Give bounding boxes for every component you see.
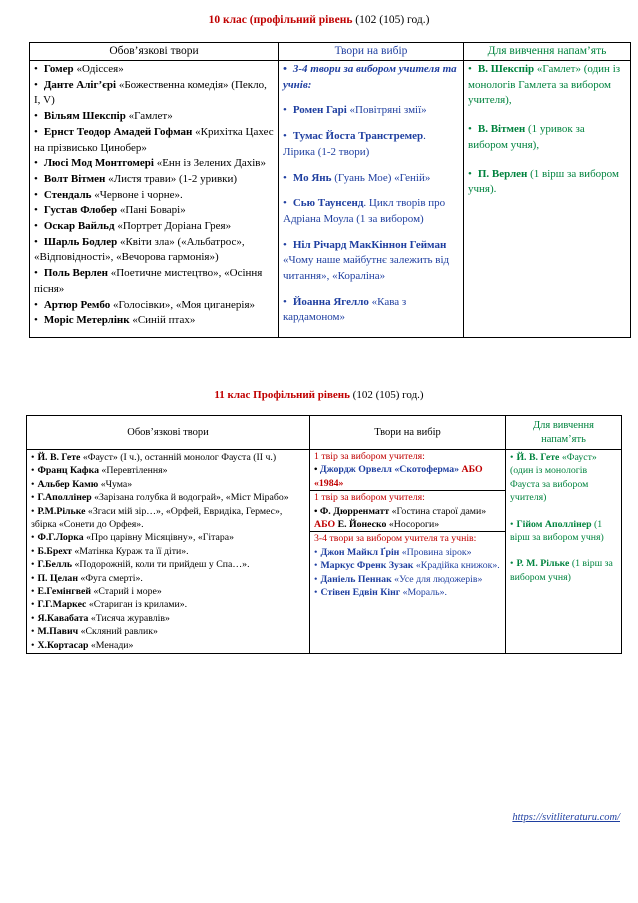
work-title: (1 вірш за вибором учня) [510,518,604,544]
list-item [283,171,459,187]
work-title: «Гамлет» (один із монологів Гамлета за вибором учителя), [468,63,621,107]
work-title: «Подорожній, коли ти прийдеш у Спа…». [72,559,250,571]
work-title: «Фауст» (один із монологів Фауста за вибором учителя) [510,452,597,504]
work-title: «Тисяча журавлів» [88,612,170,624]
list-item [314,573,501,586]
work-title: «Пані Боварі» [117,204,186,217]
table-header-row [27,416,622,450]
list-item [31,464,305,477]
work-title: «Поетичне мистецтво», «Осіння пісня» [34,267,263,295]
list-item [34,219,274,235]
author-name: Ніл Річард МакКіннон Гейман [292,238,447,251]
work-title: «Листя трави» (1-2 уривки) [105,172,238,185]
work-title: «Голосівки», «Моя циганерія» [110,298,256,311]
list-item [510,518,617,545]
work-title: «Чому наше майбутнє залежить від читання», «Кораліна» [283,254,450,283]
work-title: «Крадійка книжок». [413,560,500,572]
work-title: «Менади» [88,639,134,651]
list-item [34,125,274,156]
list-item [31,491,305,504]
choice-work: «Носороги» [386,519,440,531]
author-name: Мо Янь [292,171,332,184]
author-name: П. Верлен [477,167,528,180]
list-item [34,313,274,329]
work-title: «Фуга смерті». [77,572,143,584]
list-item [31,572,305,585]
choice-block-1: 1 твір за вибором учителя: • Джордж Орвелл «Скотоферма» АБО «1984» [314,450,501,490]
choice-block-3 [314,532,501,599]
choice-works-cell [279,61,464,338]
work-title: «Провина зірок» [399,546,472,558]
author-name: Р. М. Рільке [516,558,570,570]
author-name: Г.Аполлінер [37,492,92,504]
column-header: Твори на вибір [310,416,506,450]
author-name: Я.Кавабата [37,612,89,624]
list-item [34,188,274,204]
list-item [510,557,617,584]
work-title: «Крихітка Цахес на прізвисько Цинобер» [34,125,274,154]
list-item [31,451,305,464]
list-item [34,156,274,172]
list-item [31,558,305,571]
work-title: . Лірика (1-2 твори) [283,130,426,158]
work-title: «Одіссея» [73,63,124,75]
work-title: «Скляний равлик» [78,626,158,638]
author-name: Джон Майкл Ґрін [320,546,400,558]
list-item [31,531,305,544]
list-item [468,62,626,109]
column-header: Обов’язкові твори [30,43,279,61]
author-name: Йоанна Ягелло [292,295,369,308]
list-item [510,451,617,505]
choice-header: 3-4 твори за вибором учителя та учнів: [314,533,477,545]
author-name: Артюр Рембо [43,298,111,311]
grade11-title: 11 клас Профільний рівень (102 (105) год.) [214,389,424,401]
list-item [34,78,274,109]
list-item [34,298,274,314]
list-item [34,235,274,266]
list-item [314,559,501,572]
author-name: Люсі Мод Монтгомері [43,157,154,170]
list-item [468,122,626,153]
list-item [31,478,305,491]
author-name: Вільям Шекспір [43,110,126,123]
work-title: «Перевтілення» [98,465,168,477]
author-name: Моріс Метерлінк [43,314,130,327]
author-name: Ф.Г.Лорка [37,532,84,544]
column-header: Твори на вибір [279,43,464,61]
work-title: (1 вірш за вибором учня). [468,167,619,196]
column-header: Для вивчення напам’ять [464,43,631,61]
list-item [468,167,626,198]
list-item [31,612,305,625]
choice-or: АБО [314,519,338,531]
list-item [283,238,459,285]
author-name: Шарль Бодлер [43,235,118,248]
list-item [31,639,305,652]
work-title: «Енн із Зелених Дахів» [153,157,267,170]
list-item [314,586,501,599]
author-name: Ромен Гарі [292,104,347,117]
list-item [34,203,274,219]
author-name: Е.Гемінгвей [37,586,92,598]
choice-header: 1 твір за вибором учителя: [314,451,425,462]
choice-block-2: 1 твір за вибором учителя: • Ф. Дюрренматт «Гостина старої дами» АБО Е. Йонеско «Носороги» [314,491,501,531]
author-name: М.Павич [37,626,79,638]
work-title: «Чума» [98,478,133,490]
author-name: Й. В. Гете [37,452,81,463]
list-item [34,62,274,78]
author-name: Густав Флобер [43,204,118,217]
author-name: Даніель Пеннак [320,573,392,585]
author-name: Стівен Едвін Кінг [320,587,401,599]
table-header-row [30,43,631,61]
author-name: В. Шекспір [477,63,535,75]
author-name: Гомер [43,63,74,75]
author-name: Р.М.Рільке [37,505,86,517]
grade10-table [29,42,631,338]
work-title: «Гамлет» [125,110,173,123]
work-title: «Згаси мій зір…», «Орфей, Евридіка, Гермес», збірка «Сонети до Орфея». [31,505,283,531]
author-name: Тумас Йоста Транстремер [292,130,424,143]
list-item [34,109,274,125]
work-title: «Мораль». [400,587,447,599]
author-name: Г.Г.Маркес [37,599,87,611]
list-item [283,103,459,119]
author-name: Й. В. Гете [516,452,560,463]
author-name: Альбер Камю [37,478,99,490]
choice-author: Ф. Дюрренматт [319,505,390,517]
author-name: Франц Кафка [37,465,99,477]
author-name: П. Целан [37,572,78,584]
work-title: (Гуань Мое) «Геній» [331,171,431,184]
work-title: «Повітряні змії» [346,104,427,117]
author-name: Сью Таунсенд [292,197,364,210]
list-item [31,585,305,598]
work-title: «Божественна комедія» (Пекло, І, V) [34,78,267,107]
choice-header: 1 твір за вибором учителя: [314,492,425,504]
list-item [34,266,274,297]
author-name: Маркус Френк Зузак [320,560,414,572]
work-title: (1 вірш за вибором учня) [510,558,613,583]
list-item [34,172,274,188]
column-header: Обов’язкові твори [27,416,310,450]
work-title: «Матінка Кураж та її діти». [71,545,189,557]
work-title: «Усе для людожерів» [391,573,483,585]
grade11-table [26,415,622,654]
work-title: «Про царівну Місяцівну», «Гітара» [83,532,235,544]
list-item [314,546,501,559]
author-name: Данте Аліг’єрі [43,78,117,91]
work-title: «Зарізана голубка й водограй», «Міст Мірабо» [91,492,289,504]
author-name: Ернст Теодор Амадей Гофман [43,125,193,138]
author-name: Стендаль [43,188,92,201]
list-item [283,129,459,160]
author-name: Гійом Аполлінер [516,518,592,530]
work-title: «Синій птах» [129,314,196,327]
list-item [283,295,459,326]
author-name: Б.Брехт [37,545,72,557]
author-name: Поль Верлен [43,267,108,280]
list-item [31,625,305,638]
list-item [31,505,305,532]
grade10-title: 10 клас (профільний рівень (102 (105) год.) [208,14,430,26]
choice-author: Джордж Орвелл «Скотоферма» [319,464,460,476]
work-title: «Квіти зла» («Альбатрос», «Відповідності», «Вечорова гармонія») [34,235,245,264]
work-title: «Кава з кардамоном» [283,295,407,324]
work-title: «Портрет Доріана Грея» [114,220,232,233]
work-title: «Фауст» (І ч.), останній монолог Фауста (ІІ ч.) [80,452,277,463]
work-title: «Старий і море» [91,586,162,598]
column-header: Для вивчення напам’ять [506,416,622,450]
work-title: . Цикл творів про Адріана Моула (1 за вибором) [283,197,446,225]
choice-author: Е. Йонеско [337,519,387,531]
memorize-cell [506,450,622,654]
author-name: Х.Кортасар [37,639,89,651]
work-title: «Стариган із крилами». [86,599,188,611]
site-link[interactable]: https://svitliteraturu.com/ [512,812,620,823]
list-item [31,545,305,558]
work-title: «Червоне і чорне». [91,188,183,201]
list-item [31,598,305,611]
choice-header: • 3-4 твори за вибором учителя та учнів: [283,62,459,93]
author-name: Оскар Вайльд [43,220,115,233]
required-works-cell [27,450,310,654]
memorize-cell [464,61,631,338]
author-name: Волт Вітмен [43,172,106,185]
work-title: (1 уривок за вибором учня), [468,123,585,151]
choice-works-cell [310,450,506,654]
choice-or: АБО «1984» [314,464,483,489]
required-works-cell [30,61,279,338]
list-item [283,196,459,227]
author-name: В. Вітмен [477,123,526,136]
author-name: Г.Белль [37,559,73,571]
choice-work: «Гостина старої дами» [389,505,487,517]
